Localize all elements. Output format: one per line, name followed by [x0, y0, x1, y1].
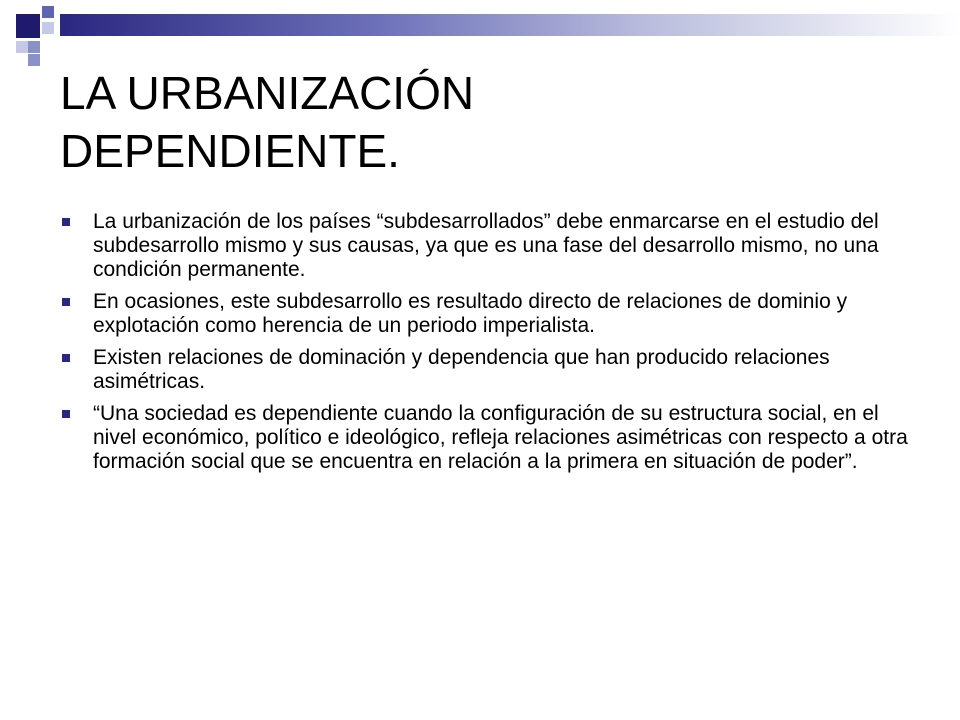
decorative-square-icon — [42, 6, 54, 18]
decorative-square-icon — [28, 54, 40, 66]
bullet-item — [60, 290, 920, 338]
decorative-square-icon — [28, 41, 40, 53]
square-bullet-icon — [62, 410, 70, 418]
decorative-square-icon — [16, 14, 40, 38]
bullet-item — [60, 402, 920, 474]
slide-title: LA URBANIZACIÓN DEPENDIENTE. — [60, 67, 475, 177]
header-gradient-bar — [60, 14, 960, 36]
decorative-square-icon — [16, 41, 28, 53]
bullet-text: En ocasiones, este subdesarrollo es resultado directo de relaciones de dominio y explotación como herencia de un periodo imperialista. — [93, 290, 848, 337]
bullet-item — [60, 210, 920, 282]
square-bullet-icon — [62, 354, 70, 362]
bullet-text: “Una sociedad es dependiente cuando la configuración de su estructura social, en el nivel económico, político e ideológico, refleja relaciones asimétricas con respecto a otra formación social que se encuentra en relación a la primera en situación de poder”. — [93, 402, 908, 473]
decorative-square-icon — [42, 22, 54, 34]
bullet-text: Existen relaciones de dominación y dependencia que han producido relaciones asimétricas. — [93, 346, 830, 393]
bullet-list — [60, 210, 920, 482]
square-bullet-icon — [62, 218, 70, 226]
bullet-item — [60, 346, 920, 394]
bullet-text: La urbanización de los países “subdesarrollados” debe enmarcarse en el estudio del subdesarrollo mismo y sus causas, ya que es una fase del desarrollo mismo, no una condición permanente. — [93, 210, 879, 281]
square-bullet-icon — [62, 298, 70, 306]
